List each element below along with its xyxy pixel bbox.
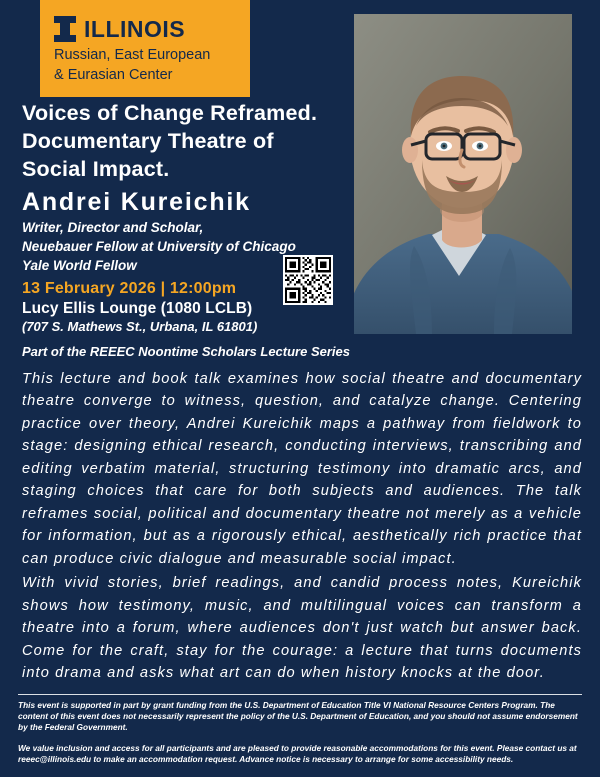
speaker-name: Andrei Kureichik [22,188,251,216]
description-paragraph-1: This lecture and book talk examines how social theatre and documentary theatre converge to witness, question, and catalyze change. Centering practice over theory, Andrei Kureichik maps a pathway from fieldwork to stage: designing ethical research, conducting interviews, transcribing and editing verbatim material, structuring testimony into dramatic arcs, and staging choices that care for both subjects and audiences. The talk reframes social, political and documentary theatre not merely as a vehicle for information, but as a rigorously ethical, aesthetically rich practice that can produce civic dialogue and measurable social impact. [22,371,582,567]
logo-row [54,16,236,42]
event-address: (707 S. Mathews St., Urbana, IL 61801) [22,319,258,334]
event-title: Voices of Change Reframed. Documentary Theatre of Social Impact. [22,101,318,181]
speaker-headshot [354,14,572,334]
block-i-icon [54,16,76,42]
qr-code[interactable] [283,255,333,305]
portrait-photo-icon [354,14,572,334]
footer-funding-statement: This event is supported in part by grant funding from the U.S. Department of Education Title VI National Resource Centers Program. The content of this event does not necessarily represent the policy of the U.S. Department of Education, and you should not assume endorsement by the Federal Government. [18,700,578,733]
center-name [54,46,236,85]
qr-code-icon [285,257,331,303]
speaker-role-line-2: Neuebauer Fellow at University of Chicago [22,239,296,255]
speaker-role-line-1: Writer, Director and Scholar, [22,220,204,235]
event-datetime: 13 February 2026 | 12:00pm [22,280,237,297]
university-logo-block [40,0,250,97]
description-paragraph-2: With vivid stories, brief readings, and candid process notes, Kureichik shows how testimony, music, and multilingual voices can transform a theatre into a forum, where audiences don't just watch but answer back. Come for the craft, stay for the courage: a lecture that turns documents into drama and asks what art can do when history knocks at the door. [22,575,582,682]
event-venue: Lucy Ellis Lounge (1080 LCLB) [22,300,253,317]
event-series: Part of the REEEC Noontime Scholars Lecture Series [22,344,350,359]
event-description [22,368,582,687]
center-name-line2: & Eurasian Center [54,66,173,83]
university-wordmark: ILLINOIS [84,15,186,42]
footer-accessibility-statement: We value inclusion and access for all participants and are pleased to provide reasonable accommodations for this event. Please contact us at reeec@illinois.edu to make an accommodation request. Advance notice is necessary to arrange for some accessibility needs. [18,742,577,764]
footer-divider [18,694,582,695]
footer-notes [18,700,582,774]
center-name-line1: Russian, East European [54,47,211,63]
speaker-role-line-3: Yale World Fellow [22,258,137,274]
